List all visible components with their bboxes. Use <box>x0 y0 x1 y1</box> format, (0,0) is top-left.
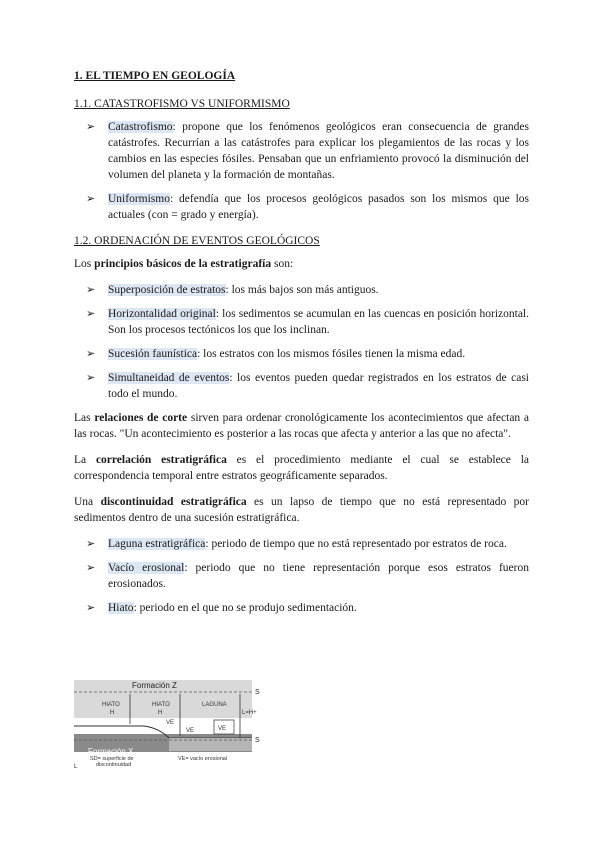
laguna-label: LAGUNA <box>202 702 227 708</box>
list-item-hiato <box>74 600 529 616</box>
arrow-bullet-icon: ➢ <box>86 561 96 574</box>
list-item-catastrofismo <box>74 119 529 183</box>
formula-label: L=H+ <box>242 710 257 716</box>
hiato-label-1: HIATO <box>102 702 120 708</box>
term: Uniformismo <box>108 193 170 205</box>
arrow-bullet-icon: ➢ <box>86 371 96 384</box>
discontinuity-diagram-svg <box>74 676 264 768</box>
hiato-label-2: HIATO <box>152 702 170 708</box>
list-item-laguna <box>74 536 529 552</box>
s-top-label: S <box>255 689 260 696</box>
relaciones-paragraph <box>74 410 529 442</box>
discontinuity-diagram <box>74 676 264 768</box>
ve-label-1: VE <box>166 720 175 726</box>
definition: : propone que los fenómenos geológicos eran consecuencia de grandes catástrofes. Recurrían a las catástrofes para explicar los plegamientos de las rocas y los cambios en las especies fósiles. Pensaban que un enfriamiento provocó la disminución del volumen del planeta y la formación de montañas. <box>108 121 529 181</box>
text: Las <box>74 412 95 424</box>
bold-term: relaciones de corte <box>94 412 188 424</box>
definition: : periodo que no tiene representación porque esos estratos fueron erosionados. <box>108 562 529 590</box>
definition: : los sedimentos se acumulan en las cuencas en posición horizontal. Son los procesos tectónicos los que los inclinan. <box>108 308 529 336</box>
section-title-ordenacion: 1.2. ORDENACIÓN DE EVENTOS GEOLÓGICOS <box>74 235 320 247</box>
definition: : periodo de tiempo que no está representado por estratos de roca. <box>205 538 507 550</box>
theories-list <box>74 119 529 223</box>
term: Horizontalidad original <box>108 308 216 320</box>
principles-intro <box>74 256 529 272</box>
h-label-2: H <box>158 710 163 716</box>
arrow-bullet-icon: ➢ <box>86 120 96 133</box>
term: Simultaneidad de eventos <box>108 372 230 384</box>
bold-term: correlación estratigráfica <box>95 454 227 466</box>
list-item-uniformismo <box>74 191 529 223</box>
document-page <box>74 70 529 624</box>
term: Hiato <box>108 602 134 614</box>
corner-mark: L <box>74 764 78 768</box>
bold-term: discontinuidad estratigráfica <box>100 496 247 508</box>
term: Sucesión faunística <box>108 348 198 360</box>
definition: : los eventos pueden quedar registrados en los estratos de casi todo el mundo. <box>108 372 529 400</box>
definition: : defendía que los procesos geológicos pasados son los mismos que los actuales (con = grado y energía). <box>108 193 529 221</box>
list-item-sucesion <box>74 346 529 362</box>
text: son: <box>271 258 294 270</box>
arrow-bullet-icon: ➢ <box>86 347 96 360</box>
ve-legend: VE= vacío erosional <box>178 756 228 762</box>
list-item-horizontalidad <box>74 306 529 338</box>
discontinuidad-paragraph <box>74 494 529 526</box>
list-item-vacio <box>74 560 529 592</box>
formacion-z-label: Formación Z <box>132 681 177 690</box>
discontinuity-types-list <box>74 536 529 616</box>
arrow-bullet-icon: ➢ <box>86 537 96 550</box>
term: Laguna estratigráfica <box>108 538 206 550</box>
text: Los <box>74 258 95 270</box>
term: Catastrofismo <box>108 121 173 133</box>
definition: : periodo en el que no se produjo sedimentación. <box>133 602 357 614</box>
list-item-simultaneidad <box>74 370 529 402</box>
s-bottom-label: S <box>255 737 260 744</box>
text: sirven para ordenar cronológicamente los acontecimientos que afectan a las rocas. "Un acontecimiento es posterior a las rocas que afecta y anterior a las que no afecta". <box>74 412 529 440</box>
definition: : los más bajos son más antiguos. <box>225 284 379 296</box>
bold-term: principios básicos de la estratigrafía <box>94 258 272 270</box>
text: es el procedimiento mediante el cual se establece la correspondencia temporal entre estratos geográficamente separados. <box>74 454 529 482</box>
main-heading: 1. EL TIEMPO EN GEOLOGÍA <box>74 70 236 82</box>
sd-legend-line2: discontinuidad <box>96 762 132 768</box>
arrow-bullet-icon: ➢ <box>86 307 96 320</box>
formacion-x-label: Formación X <box>88 747 134 756</box>
h-label-1: H <box>110 710 115 716</box>
arrow-bullet-icon: ➢ <box>86 601 96 614</box>
term: Vacío erosional <box>108 562 185 574</box>
sd-legend-line1: SD= superficie de <box>90 756 134 762</box>
arrow-bullet-icon: ➢ <box>86 283 96 296</box>
text: La <box>74 454 96 466</box>
term: Superposición de estratos <box>108 284 226 296</box>
definition: : los estratos con los mismos fósiles tienen la misma edad. <box>197 348 466 360</box>
ve-label-2: VE <box>186 728 195 734</box>
ve-label-3: VE <box>218 726 227 732</box>
text: es un lapso de tiempo que no está representado por sedimentos dentro de una sucesión estratigráfica. <box>74 496 529 524</box>
correlacion-paragraph <box>74 452 529 484</box>
principles-list <box>74 282 529 402</box>
list-item-superposicion <box>74 282 529 298</box>
section-title-catastrofismo: 1.1. CATASTROFISMO VS UNIFORMISMO <box>74 98 290 110</box>
arrow-bullet-icon: ➢ <box>86 192 96 205</box>
text: Una <box>74 496 101 508</box>
